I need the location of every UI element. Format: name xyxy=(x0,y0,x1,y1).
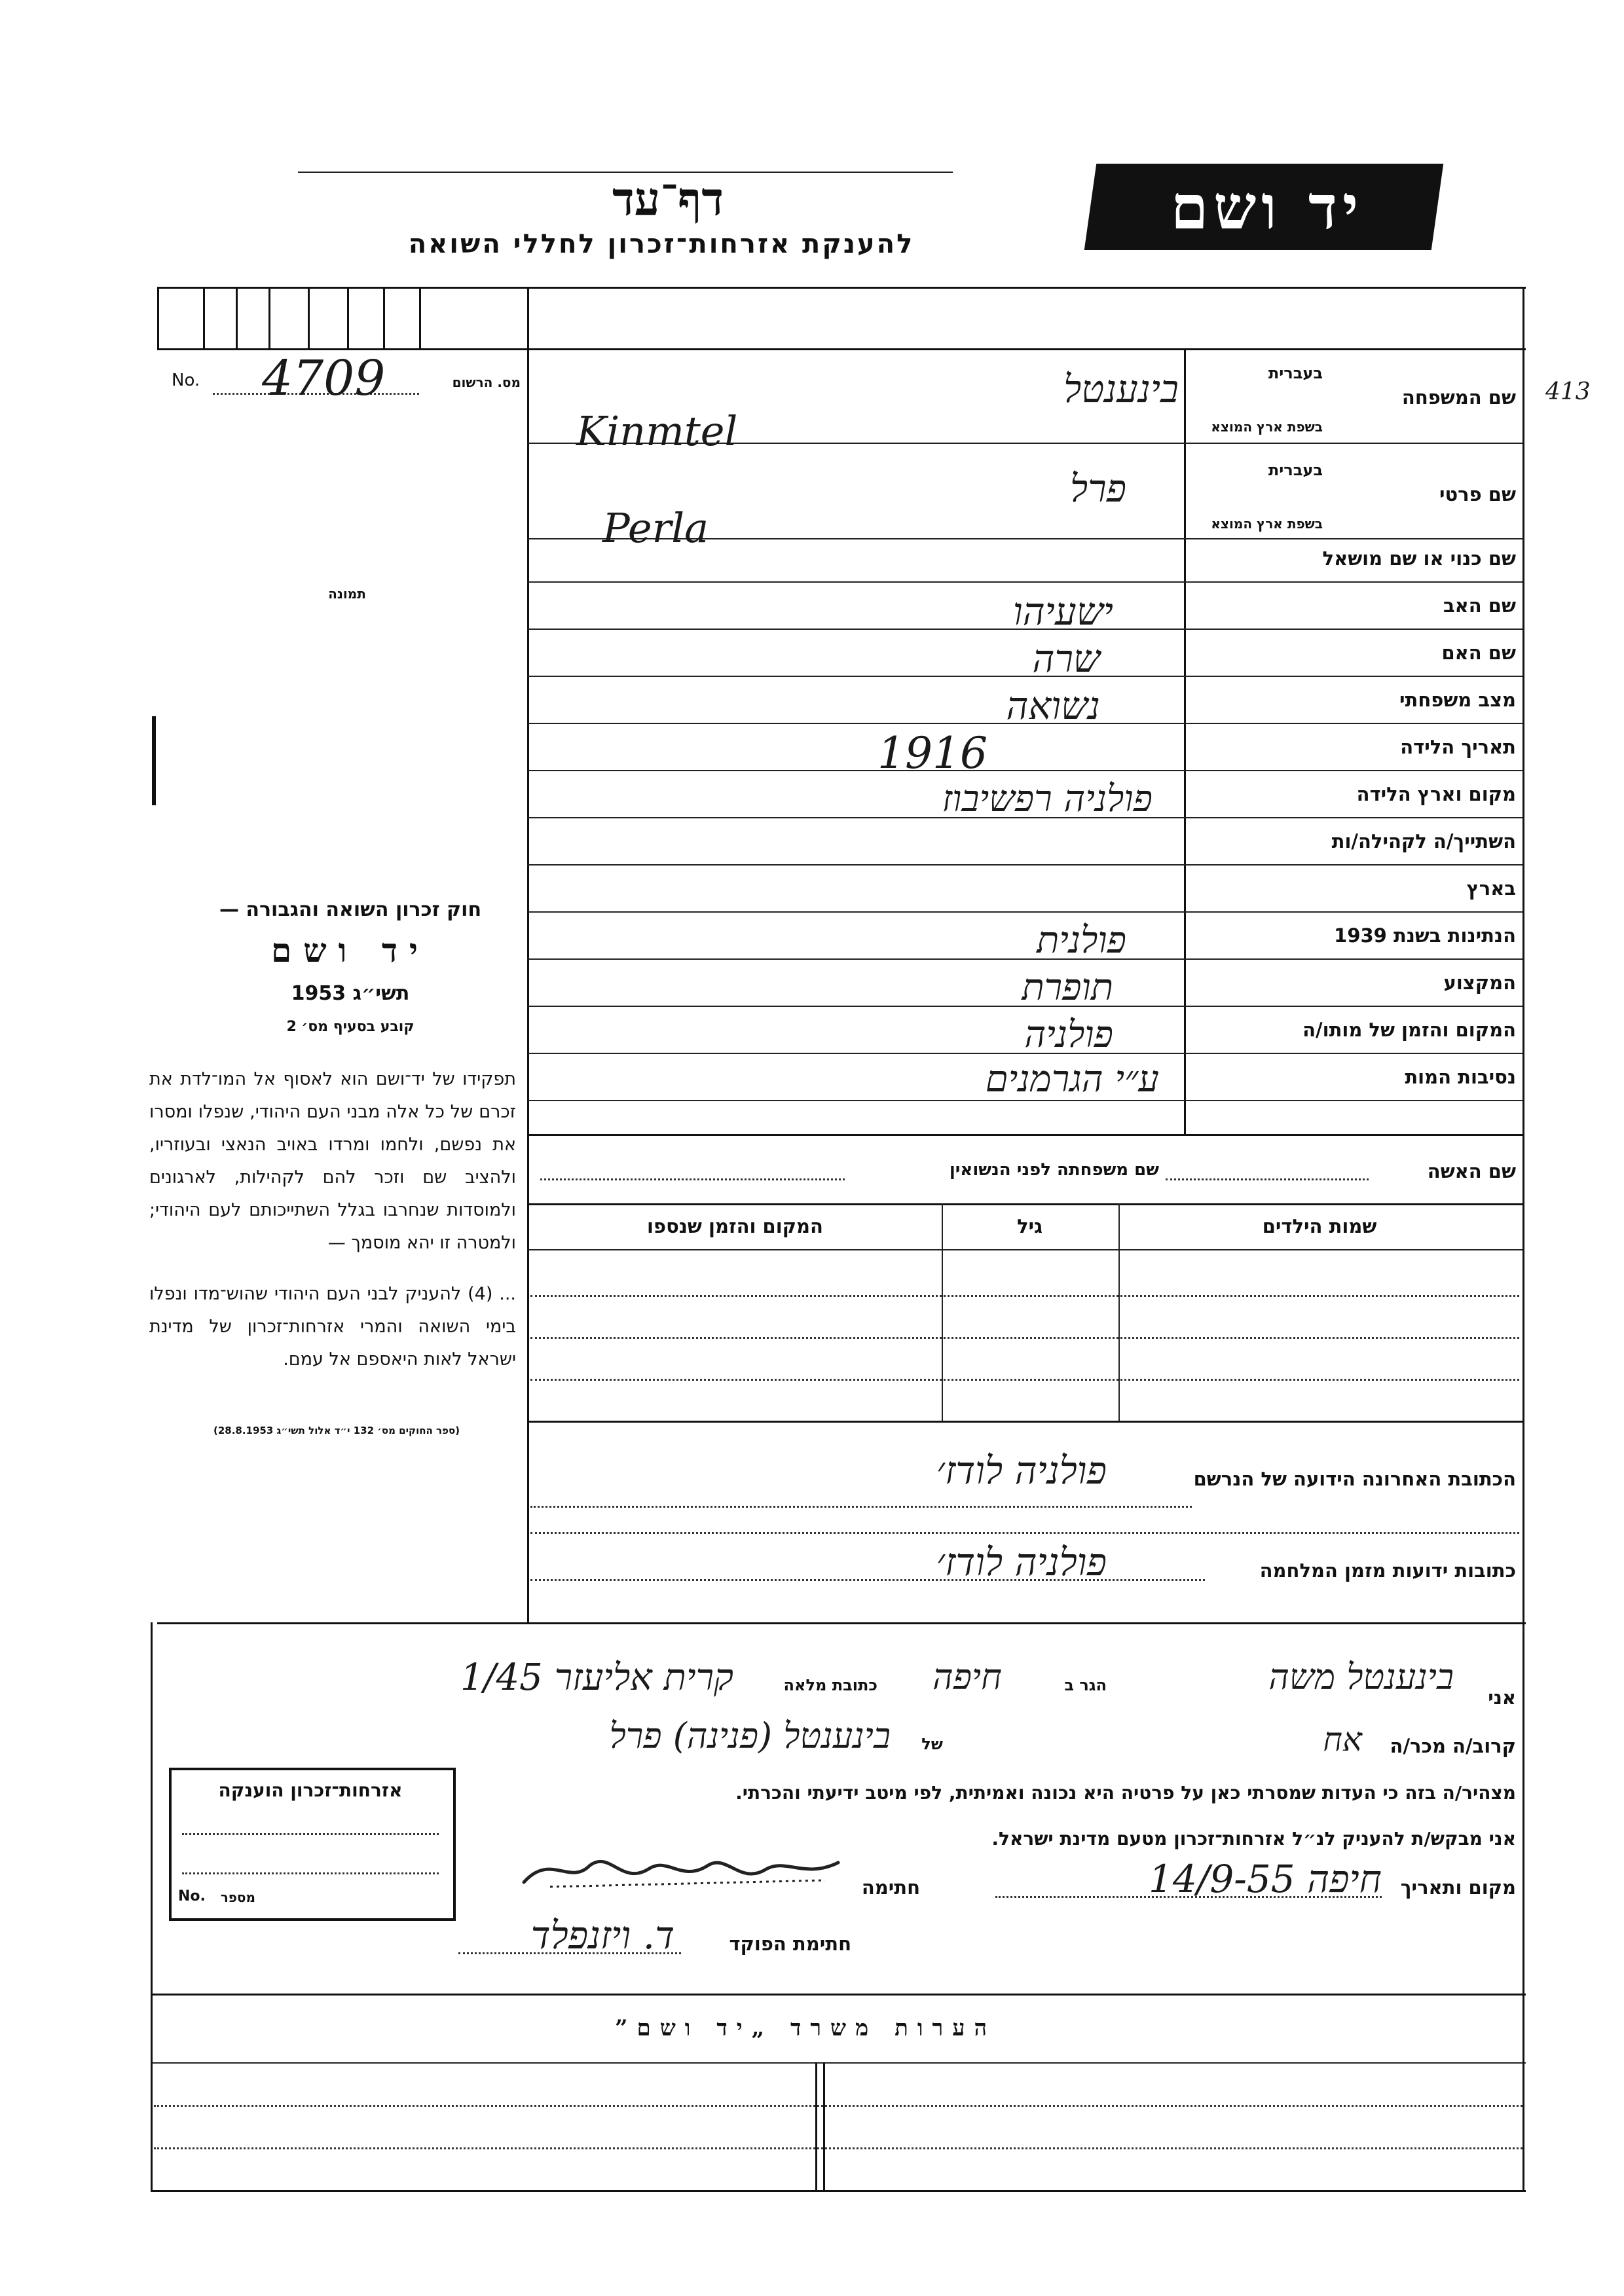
registration-number-label: מס. הרשום xyxy=(452,374,521,390)
law-paragraph-1: תפקידו של יד־ושם הוא לאסוף אל המו־לדת את זכרם של כל אלה מבני העם היהודי, שנפלו ומסרו את נפשם, ולחמו ומרדו באויב הנאצי ובעוזריו, ולהציב שם וזכר להם לקהילות, לארגונים ולמוסדות שנחרבו בגלל השתייכותם לעם היהודי; ולמטרה זו יהא מוסמך — xyxy=(149,1069,516,1253)
citizenship-box-title: אזרחות־זכרון הוענקה xyxy=(218,1779,403,1801)
first-name-origin-value: Perla xyxy=(602,504,709,552)
page-title: דף־עד xyxy=(612,172,724,226)
death-place-label: המקום והזמן של מותו/ה xyxy=(1302,1019,1516,1041)
margin-note: 413 xyxy=(1545,378,1591,405)
profession-label: המקצוע xyxy=(1443,972,1516,994)
birth-date-label: תאריך הלידה xyxy=(1400,736,1516,758)
surname-sub-hebrew: בעברית xyxy=(1268,364,1323,382)
office-notes-title: הערות משרד „יד ושם” xyxy=(614,2015,997,2041)
official-signature-value: ד. ויזנפלד xyxy=(530,1913,674,1958)
full-address-value: קרית אליעזר 1/45 xyxy=(460,1656,733,1699)
resides-value: חיפה xyxy=(932,1656,1002,1698)
declaration-i-label: אני xyxy=(1488,1686,1516,1709)
mother-value: שרה xyxy=(1032,636,1100,681)
country-label: בארץ xyxy=(1466,877,1516,900)
surname-sub-origin: בשפת ארץ המוצא xyxy=(1211,419,1323,435)
relation-label: קרוב/ה מכר/ה xyxy=(1390,1735,1516,1757)
surname-origin-value: Kinmtel xyxy=(576,407,738,455)
death-circumstances-value: ע״י הגרמנים xyxy=(985,1058,1159,1101)
logo-text: יד ושם xyxy=(1170,172,1364,243)
place-date-label: מקום ותאריך xyxy=(1400,1876,1516,1899)
birth-place-label: מקום וארץ הלידה xyxy=(1356,783,1516,805)
law-year: תשי״ג 1953 xyxy=(291,982,410,1005)
law-citation: (ספר החוקים מס׳ 132 י״ד אלול תשי״ג 28.8.1953) xyxy=(213,1425,460,1436)
children-header-age: גיל xyxy=(1016,1215,1043,1237)
resides-label: הגר ב xyxy=(1064,1676,1107,1694)
last-address-value: פולניה לודז׳ xyxy=(936,1448,1107,1493)
citizenship-box-number-label: מספר xyxy=(220,1889,255,1905)
photo-label: תמונה xyxy=(328,586,366,602)
of-value: בינענטל (פנינה) פרל xyxy=(609,1715,891,1757)
mother-label: שם האם xyxy=(1441,642,1516,664)
law-name: יד ושם xyxy=(271,931,430,970)
citizenship-value: פולנית xyxy=(1037,919,1126,962)
children-header-place-time: המקום והזמן שנספו xyxy=(647,1215,823,1237)
declarant-signature xyxy=(511,1846,851,1899)
citizenship-label: הנתינות בשנת 1939 xyxy=(1334,924,1516,947)
marital-value: נשואה xyxy=(1006,683,1100,728)
first-name-label: שם פרטי xyxy=(1439,483,1516,505)
father-value: ישעיהו xyxy=(1012,589,1113,634)
law-title: חוק זכרון השואה והגבורה — xyxy=(219,898,482,921)
spouse-maiden-label: שם משפחתה לפני הנשואין xyxy=(949,1160,1159,1180)
death-place-value: פולניה xyxy=(1024,1013,1113,1056)
signature-label: חתימה xyxy=(861,1876,920,1899)
statement-text: מצהיר/ה בזה כי העדות שמסרתי כאן על פרטיה היא נכונה ואמיתית, לפי מיטב ידיעתי והכרתי. xyxy=(735,1782,1516,1804)
surname-hebrew-value: בינענטל xyxy=(1063,367,1179,411)
wartime-address-label: כתובות ידועות מזמן המלחמה xyxy=(1259,1559,1516,1582)
spouse-label: שם האשה xyxy=(1427,1160,1516,1182)
birth-date-value: 1916 xyxy=(877,728,987,778)
wartime-address-value: פולניה לודז׳ xyxy=(936,1540,1107,1584)
community-label: השתייך/ה לקהילה/ות xyxy=(1331,830,1516,852)
relation-value: אח xyxy=(1323,1721,1362,1758)
birth-place-value: פולניה רפשיבוז xyxy=(942,778,1153,820)
full-address-label: כתובת מלאה xyxy=(783,1676,877,1694)
place-date-value: חיפה 14/9-55 xyxy=(1149,1857,1382,1901)
profession-value: תופרת xyxy=(1022,966,1113,1009)
surname-label: שם המשפחה xyxy=(1401,386,1516,409)
law-section: קובע בסעיף מס׳ 2 xyxy=(286,1019,415,1035)
marital-label: מצב משפחתי xyxy=(1399,689,1516,711)
of-label: של xyxy=(921,1735,943,1753)
first-name-sub-origin: בשפת ארץ המוצא xyxy=(1211,516,1323,532)
request-text: אני מבקש/ת להעניק לנ״ל אזרחות־זכרון מטעם מדינת ישראל. xyxy=(991,1828,1516,1850)
children-header-names: שמות הילדים xyxy=(1262,1215,1377,1237)
law-box-bar xyxy=(152,716,156,805)
last-address-label: הכתובת האחרונה הידועה של הנרשם xyxy=(1193,1468,1516,1490)
official-signature-label: חתימת הפוקד xyxy=(729,1933,851,1955)
death-circumstances-label: נסיבות המות xyxy=(1405,1066,1516,1088)
nickname-label: שם כנוי או שם מושאל xyxy=(1322,547,1516,570)
registration-number: 4709 xyxy=(262,350,386,407)
citizenship-box-no-prefix: No. xyxy=(178,1888,206,1904)
first-name-sub-hebrew: בעברית xyxy=(1268,461,1323,479)
declarant-name: בינענטל משה xyxy=(1268,1656,1454,1698)
page-subtitle: להענקת אזרחות־זכרון לחללי השואה xyxy=(408,229,915,259)
registration-no-prefix: No. xyxy=(172,371,200,390)
law-paragraph-2: ... (4) להעניק לבני העם היהודי שהוש־מדו ונפלו בימי השואה והמרי אזרחות־זכרון של מדינת ישראל לאות היאספם אל עמם. xyxy=(149,1284,516,1370)
first-name-hebrew-value: פרל xyxy=(1069,466,1126,511)
father-label: שם האב xyxy=(1443,594,1516,617)
